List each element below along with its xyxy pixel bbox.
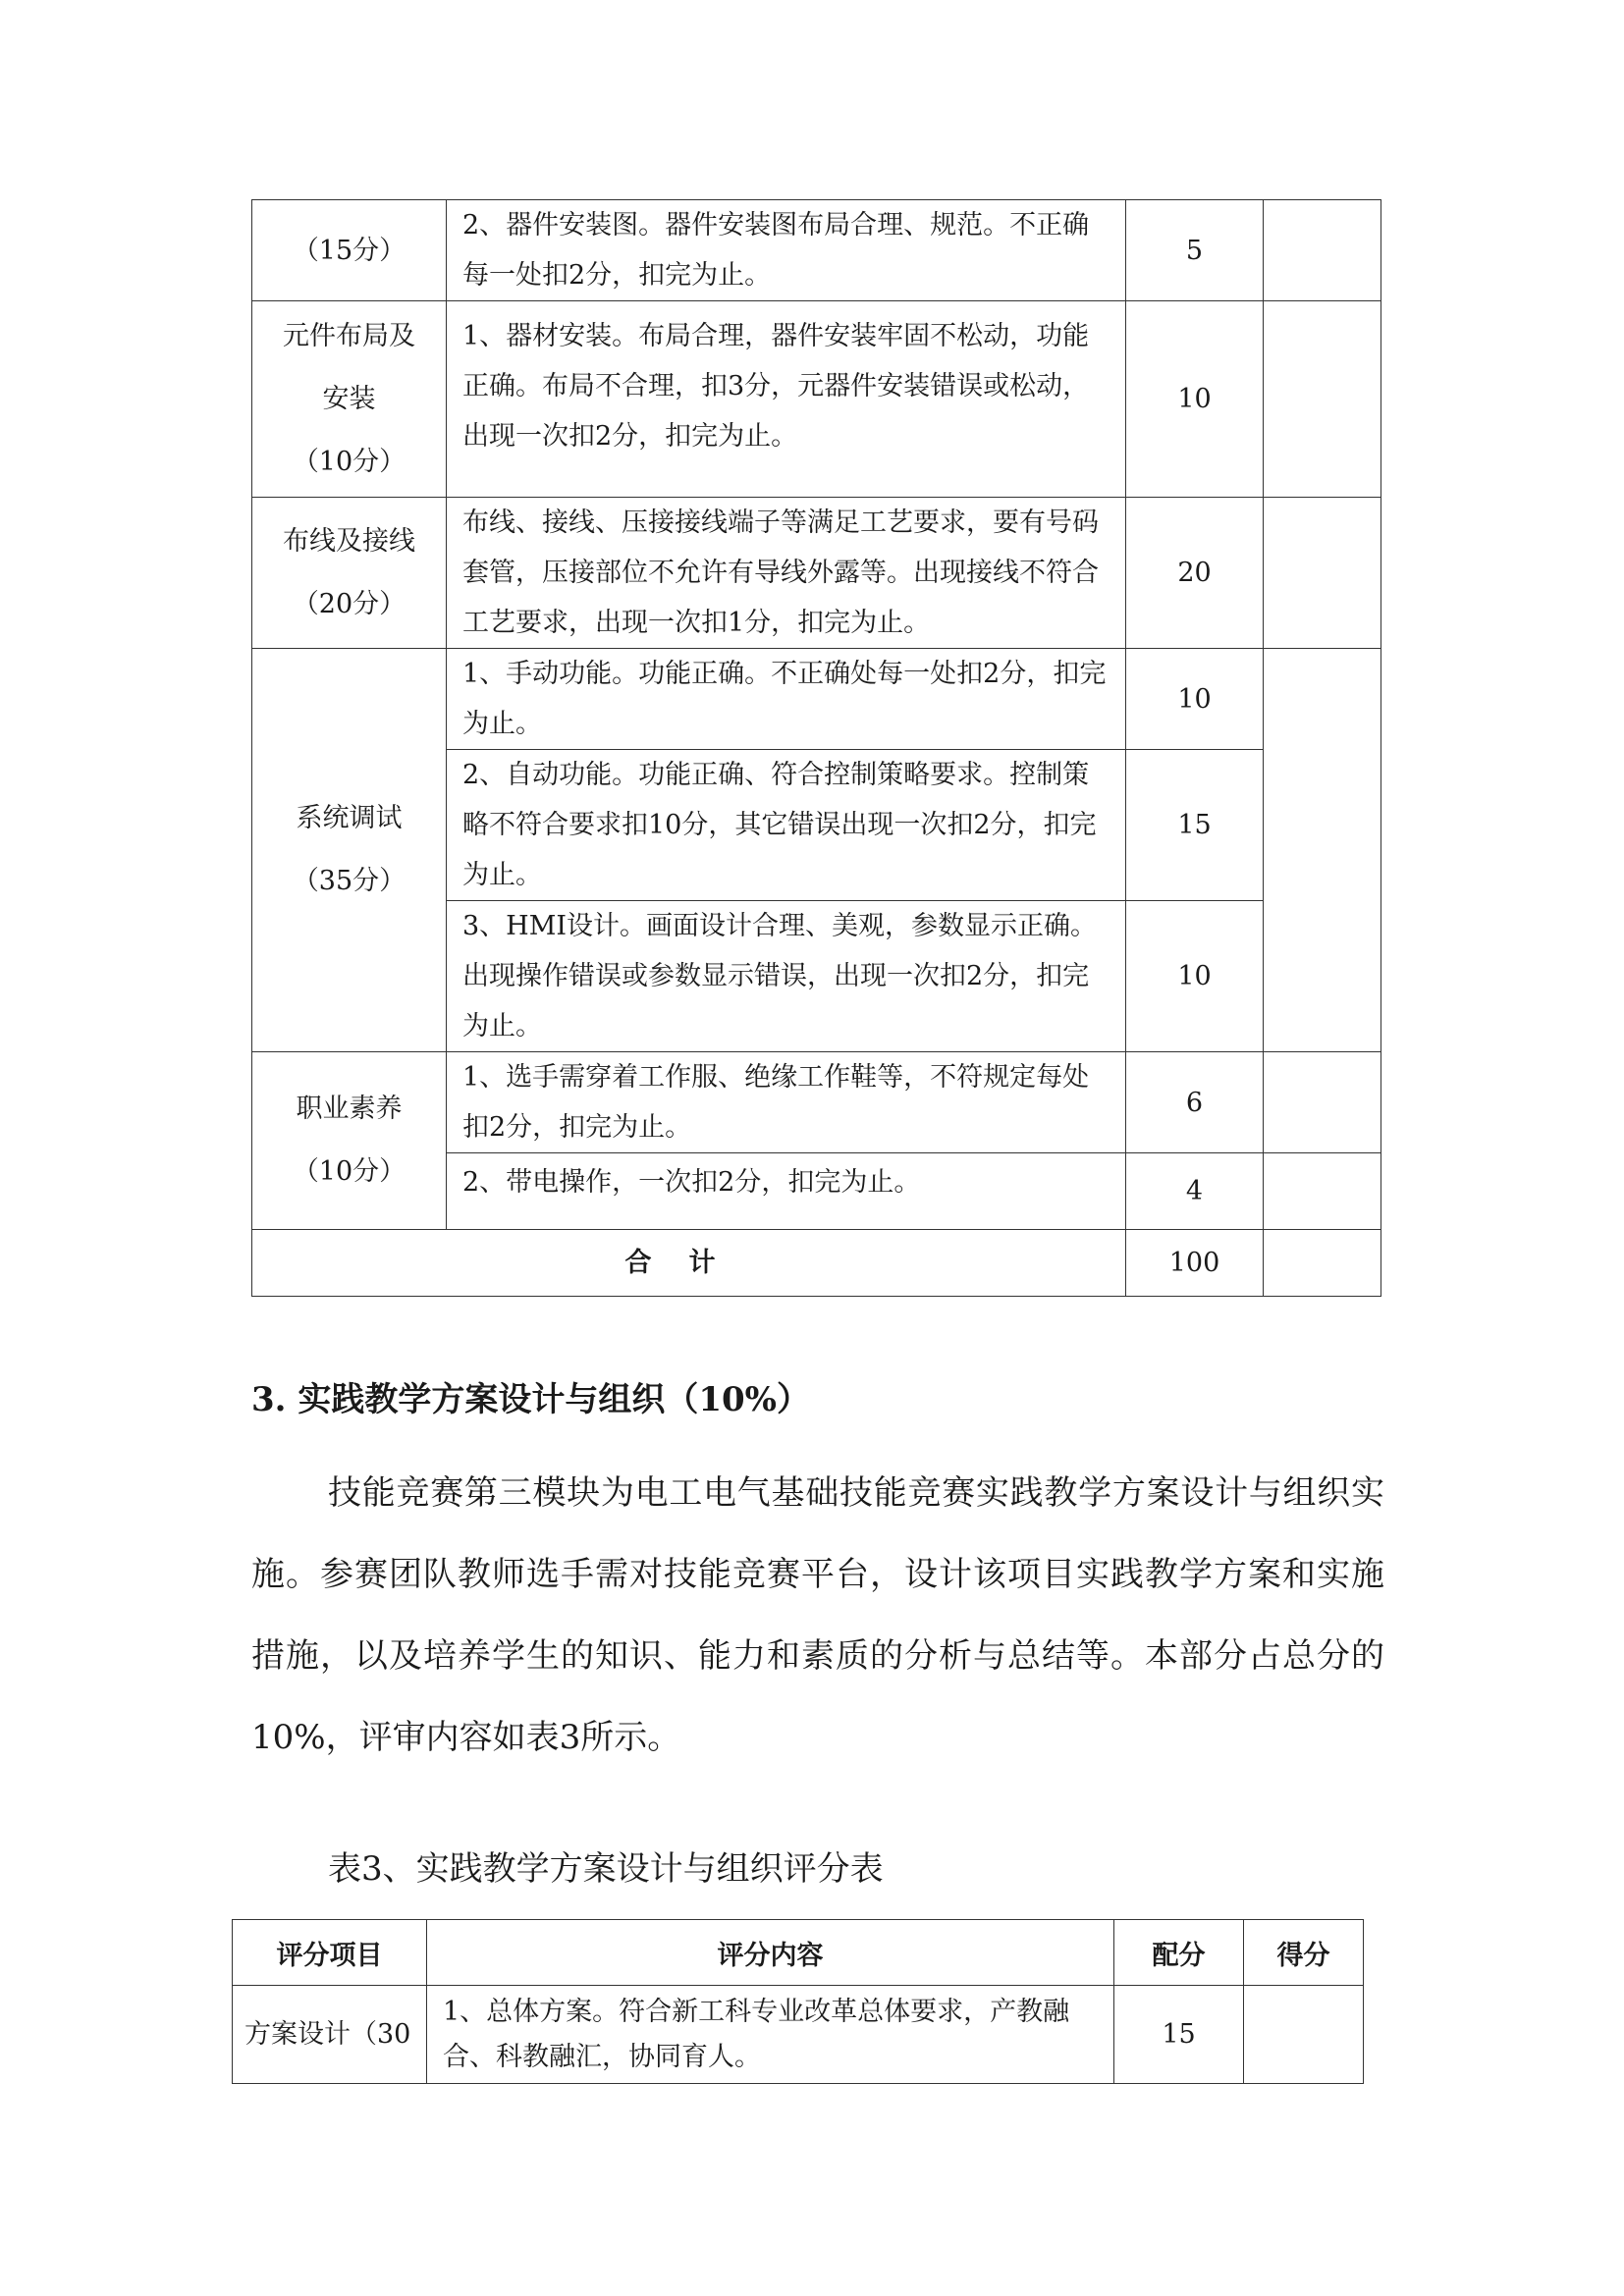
content-cell: 1、总体方案。符合新工科专业改革总体要求，产教融合、科教融汇，协同育人。	[427, 1986, 1114, 2084]
table-row	[252, 1052, 1381, 1153]
content-cell: 2、自动功能。功能正确、符合控制策略要求。控制策略不符合要求扣10分，其它错误出现一次扣2分，扣完为止。	[447, 750, 1126, 901]
score-cell	[1244, 1986, 1364, 2084]
score-cell	[1264, 498, 1381, 649]
category-cell	[252, 498, 447, 649]
category-label: 布线及接线	[283, 525, 415, 557]
content-cell: 1、选手需穿着工作服、绝缘工作鞋等，不符规定每处扣2分，扣完为止。	[447, 1052, 1126, 1153]
category-cell	[252, 1052, 447, 1230]
points-cell: 10	[1126, 301, 1264, 498]
points-cell: 10	[1126, 901, 1264, 1052]
content-cell: 3、HMI设计。画面设计合理、美观，参数显示正确。出现操作错误或参数显示错误，出现一次扣2分，扣完为止。	[447, 901, 1126, 1052]
section-paragraph: 技能竞赛第三模块为电工电气基础技能竞赛实践教学方案设计与组织实施。参赛团队教师选手需对技能竞赛平台，设计该项目实践教学方案和实施措施，以及培养学生的知识、能力和素质的分析与总结等。本部分占总分的10%，评审内容如表3所示。	[251, 1473, 1384, 1757]
table-row	[252, 498, 1381, 649]
points-cell: 15	[1114, 1986, 1244, 2084]
table-row	[252, 301, 1381, 498]
category-cell	[252, 649, 447, 1052]
category-label: （10分）	[292, 446, 406, 477]
score-cell	[1264, 301, 1381, 498]
content-cell: 2、器件安装图。器件安装图布局合理、规范。不正确每一处扣2分，扣完为止。	[447, 200, 1126, 301]
content-cell: 1、器材安装。布局合理，器件安装牢固不松动，功能正确。布局不合理，扣3分，元器件安装错误或松动，出现一次扣2分，扣完为止。	[447, 301, 1126, 498]
score-cell	[1264, 1052, 1381, 1153]
category-label: （10分）	[292, 1156, 406, 1187]
scoring-table-1	[251, 199, 1381, 1297]
category-label: 安装	[322, 383, 376, 414]
column-header: 评分内容	[427, 1920, 1114, 1986]
score-cell	[1264, 649, 1381, 1052]
category-label: （35分）	[292, 866, 406, 896]
scoring-table-2	[232, 1919, 1364, 2084]
section-heading: 3. 实践教学方案设计与组织（10%）	[251, 1380, 810, 1419]
table-row	[252, 649, 1381, 750]
category-label: （15分）	[292, 235, 406, 266]
points-cell: 4	[1126, 1153, 1264, 1230]
points-cell: 15	[1126, 750, 1264, 901]
table-row	[233, 1986, 1364, 2084]
column-header: 评分项目	[233, 1920, 427, 1986]
table-row	[252, 200, 1381, 301]
table-header-row	[233, 1920, 1364, 1986]
category-label: 系统调试	[296, 803, 403, 833]
category-cell: 方案设计（30	[233, 1986, 427, 2084]
column-header: 配分	[1114, 1920, 1244, 1986]
points-cell: 6	[1126, 1052, 1264, 1153]
points-cell: 10	[1126, 649, 1264, 750]
score-cell	[1264, 200, 1381, 301]
points-cell: 20	[1126, 498, 1264, 649]
content-cell: 2、带电操作，一次扣2分，扣完为止。	[447, 1153, 1126, 1230]
category-label: 元件布局及	[283, 320, 415, 351]
content-cell: 1、手动功能。功能正确。不正确处每一处扣2分，扣完为止。	[447, 649, 1126, 750]
points-cell: 5	[1126, 200, 1264, 301]
score-cell	[1264, 1230, 1381, 1297]
content-cell: 布线、接线、压接接线端子等满足工艺要求，要有号码套管，压接部位不允许有导线外露等。出现接线不符合工艺要求，出现一次扣1分，扣完为止。	[447, 498, 1126, 649]
category-cell	[252, 301, 447, 498]
score-cell	[1264, 1153, 1381, 1230]
total-points: 100	[1126, 1230, 1264, 1297]
total-row	[252, 1230, 1381, 1297]
category-cell	[252, 200, 447, 301]
total-label: 合计	[252, 1230, 1126, 1297]
table-caption: 表3、实践教学方案设计与组织评分表	[328, 1849, 884, 1889]
column-header: 得分	[1244, 1920, 1364, 1986]
category-label: 职业素养	[296, 1094, 403, 1124]
category-label: （20分）	[292, 588, 406, 619]
